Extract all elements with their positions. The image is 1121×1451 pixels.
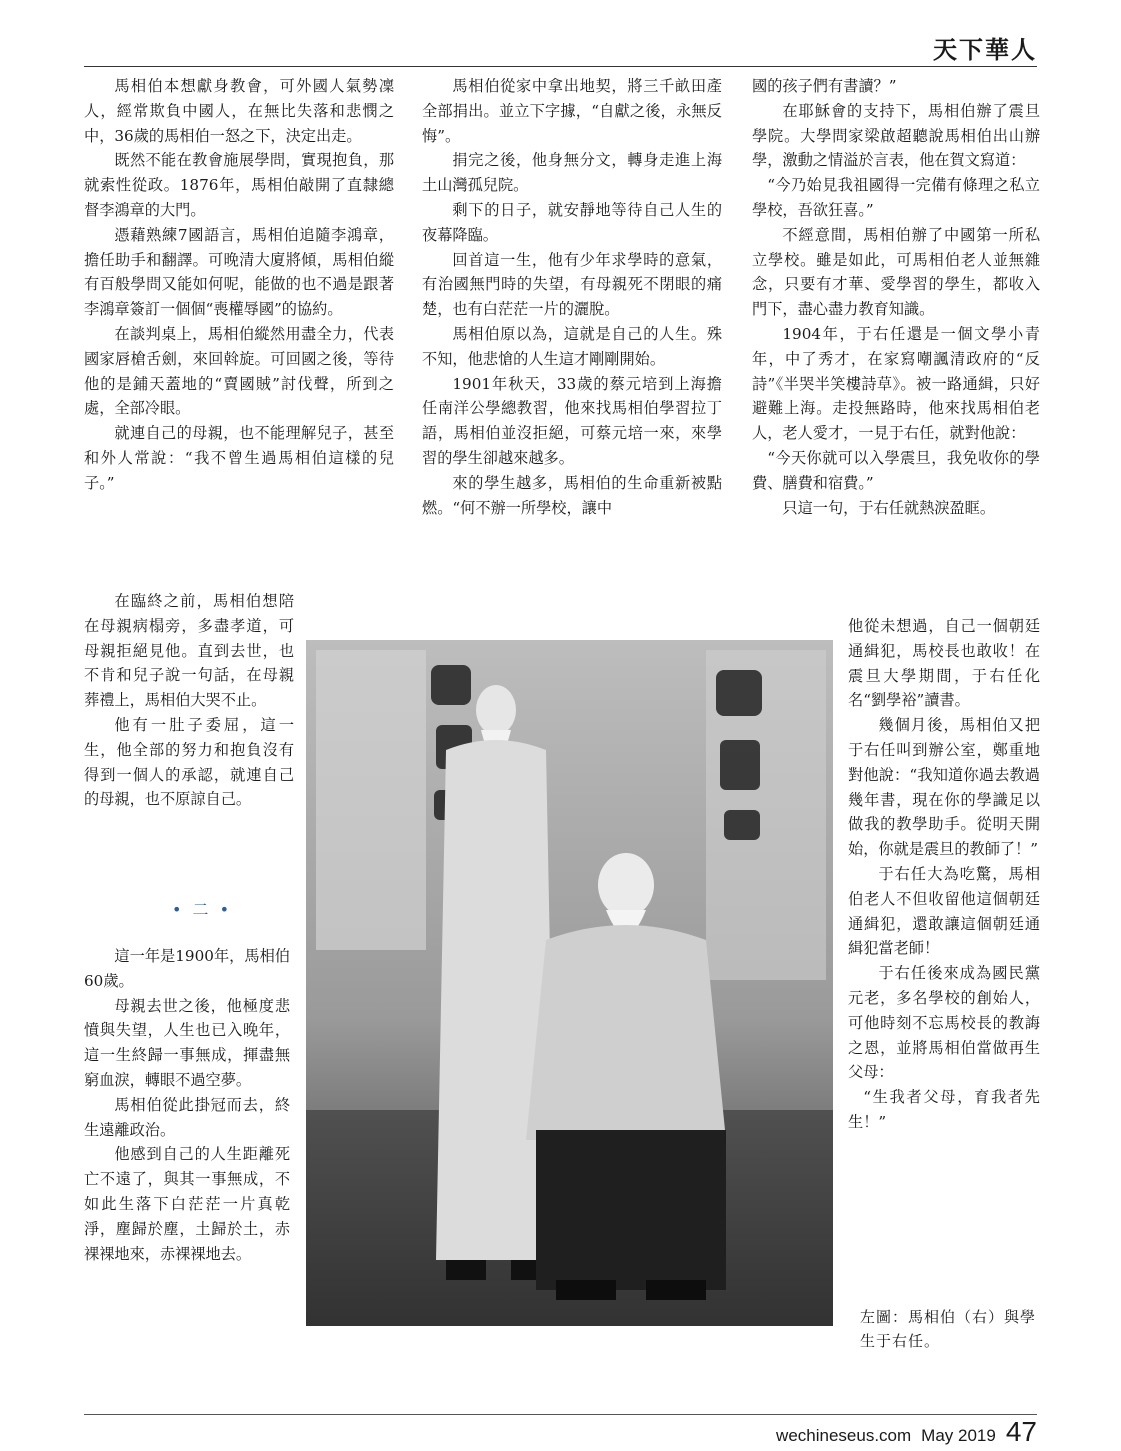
paragraph: 憑藉熟練7國語言，馬相伯追隨李鴻章，擔任助手和翻譯。可晚清大廈將傾，馬相伯縱有百般學問又能如何呢，能做的也不過是跟著李鴻章簽訂一個個“喪權辱國”的協約。	[84, 225, 394, 319]
section-mark: • 二 •	[172, 900, 233, 919]
column-3	[752, 74, 1040, 520]
paragraph: 在談判桌上，馬相伯縱然用盡全力，代表國家唇槍舌劍，來回斡旋。可回國之後，等待他的是鋪天蓋地的“賣國賊”討伐聲，所到之處，全部冷眼。	[84, 324, 394, 418]
paragraph: 馬相伯原以為，這就是自己的人生。殊不知，他悲愴的人生這才剛剛開始。	[422, 324, 722, 368]
quote: “今乃始見我祖國得一完備有條理之私立學校，吾欲狂喜。”	[752, 176, 1040, 219]
footer-issue: May 2019	[921, 1426, 996, 1445]
paragraph: 他有一肚子委屈，這一生，他全部的努力和抱負沒有得到一個人的承認，就連自己的母親，也不原諒自己。	[84, 715, 294, 809]
paragraph: 1901年秋天，33歲的蔡元培到上海擔任南洋公學總教習，他來找馬相伯學習拉丁語，馬相伯並沒拒絕，可蔡元培一來，來學習的學生卻越來越多。	[422, 374, 722, 467]
photo-illustration	[306, 640, 833, 1326]
paragraph: 幾個月後，馬相伯又把于右任叫到辦公室，鄭重地對他說：“我知道你過去教過幾年書，現在你的學識足以做我的教學助手。從明天開始，你就是震旦的教師了！”	[848, 716, 1040, 859]
paragraph: 馬相伯本想獻身教會，可外國人氣勢凜人，經常欺負中國人，在無比失落和悲憫之中，36歲的馬相伯一怒之下，決定出走。	[84, 77, 394, 145]
historical-photo	[306, 640, 833, 1326]
footer-rule	[84, 1414, 1037, 1415]
column-2	[422, 74, 722, 520]
paragraph: 在耶穌會的支持下，馬相伯辦了震旦學院。大學問家梁啟超聽說馬相伯出山辦學，激動之情溢於言表，他在賀文寫道：	[752, 101, 1040, 170]
paragraph: 剩下的日子，就安靜地等待自己人生的夜幕降臨。	[422, 200, 722, 244]
paragraph: 母親去世之後，他極度悲憤與失望，人生也已入晚年，這一生終歸一事無成，揮盡無窮血淚，轉眼不過空夢。	[84, 996, 290, 1089]
paragraph: 捐完之後，他身無分文，轉身走進上海土山灣孤兒院。	[422, 151, 722, 195]
column-1-narrow	[84, 589, 294, 812]
paragraph: 于右任後來成為國民黨元老，多名學校的創始人，可他時刻不忘馬校長的教誨之恩，並將馬相伯當做再生父母：	[848, 964, 1040, 1082]
paragraph: 只這一句，于右任就熱淚盈眶。	[782, 498, 996, 517]
page-number: 47	[1005, 1416, 1037, 1447]
paragraph: 既然不能在教會施展學問，實現抱負，那就索性從政。1876年，馬相伯敲開了直隸總督李鴻章的大門。	[84, 151, 394, 219]
paragraph: 來的學生越多，馬相伯的生命重新被點燃。“何不辦一所學校，讓中	[422, 473, 722, 517]
paragraph: 在臨終之前，馬相伯想陪在母親病榻旁，多盡孝道，可母親拒絕見他。直到去世，也不肯和兒子說一句話，在母親葬禮上，馬相伯大哭不止。	[84, 592, 294, 710]
column-1-bottom	[84, 944, 290, 1266]
photo-caption: 左圖：馬相伯（右）與學生于右任。	[860, 1308, 1037, 1350]
footer-site: wechineseus.com	[776, 1426, 912, 1445]
paragraph: 馬相伯從此掛冠而去，終生遠離政治。	[84, 1095, 290, 1139]
paragraph: 回首這一生，他有少年求學時的意氣，有治國無門時的失望，有母親死不閉眼的痛楚，也有白茫茫一片的灑脫。	[422, 250, 722, 319]
paragraph: 這一年是1900年，馬相伯60歲。	[84, 947, 290, 990]
paragraph: 國的孩子們有書讀？”	[752, 77, 897, 95]
paragraph: 他從未想過，自己一個朝廷通緝犯，馬校長也敢收！在震旦大學期間，于右任化名“劉學裕”讀書。	[848, 617, 1040, 710]
paragraph: 1904年，于右任還是一個文學小青年，中了秀才，在家寫嘲諷清政府的“反詩”《半哭半笑樓詩草》。被一路通緝，只好避難上海。走投無路時，他來找馬相伯老人，老人愛才，一見于右任，就對他說：	[752, 324, 1040, 443]
paragraph: 馬相伯從家中拿出地契，將三千畝田產全部捐出。並立下字據，“自獻之後，永無反悔”。	[422, 77, 722, 145]
paragraph: 不經意間，馬相伯辦了中國第一所私立學校。雖是如此，可馬相伯老人並無雜念，只要有才華、愛學習的學生，都收入門下，盡心盡力教育知識。	[752, 225, 1040, 319]
paragraph: 于右任大為吃驚，馬相伯老人不但收留他這個朝廷通緝犯，還敢讓這個朝廷通緝犯當老師！	[848, 864, 1040, 958]
column-1-top	[84, 74, 394, 496]
paragraph: 他感到自己的人生距離死亡不遠了，與其一事無成，不如此生落下白茫茫一片真乾淨，塵歸於塵，土歸於土，赤裸裸地來，赤裸裸地去。	[84, 1145, 290, 1263]
section-title: 天下華人	[933, 35, 1037, 64]
quote: “生我者父母，育我者先生！”	[848, 1088, 1040, 1131]
paragraph: 就連自己的母親，也不能理解兒子，甚至和外人常說：“我不曾生過馬相伯這樣的兒子。”	[84, 424, 394, 492]
header-rule	[84, 66, 1037, 67]
quote: “今天你就可以入學震旦，我免收你的學費、膳費和宿費。”	[752, 448, 1040, 492]
footer	[776, 1416, 1037, 1448]
column-3-narrow	[848, 614, 1040, 1135]
